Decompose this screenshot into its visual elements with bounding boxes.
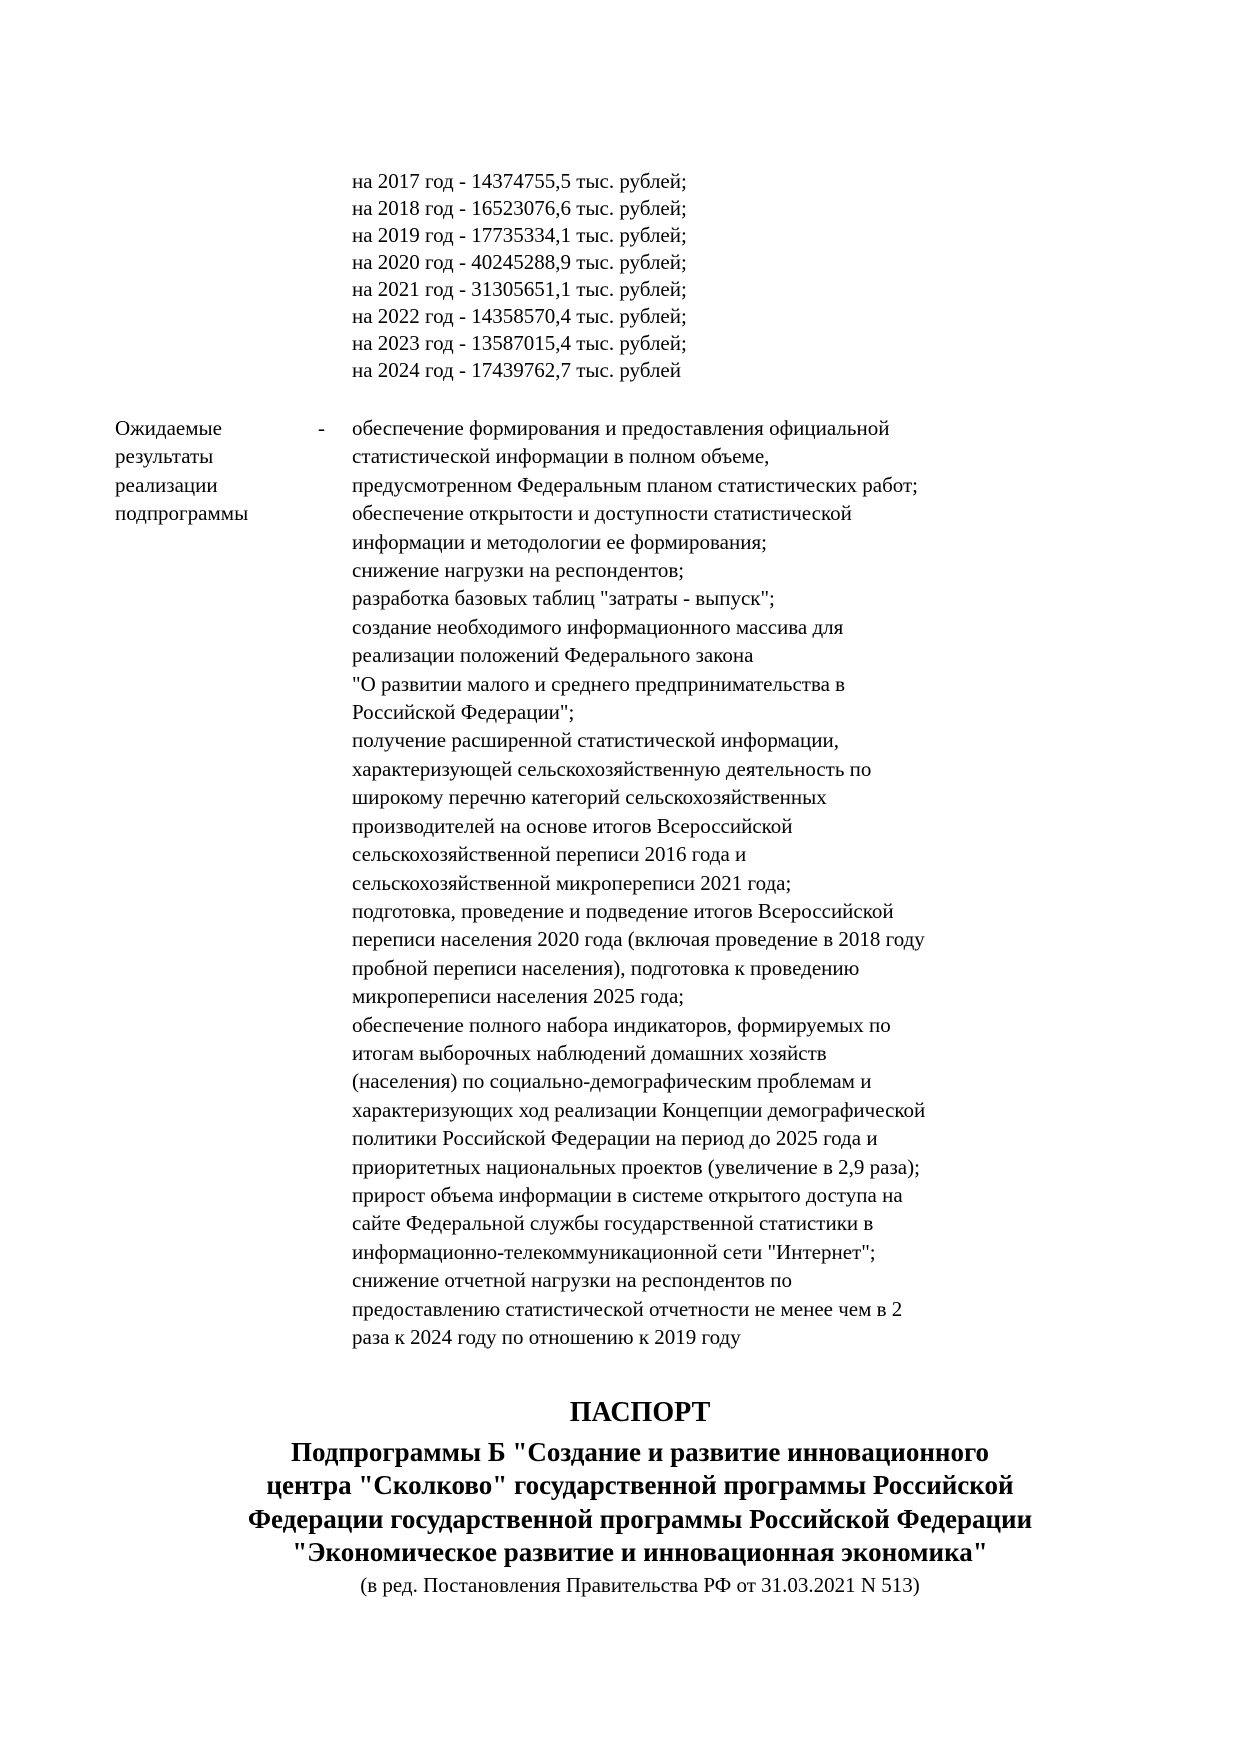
funding-line: на 2019 год - 17735334,1 тыс. рублей; xyxy=(352,223,687,247)
result-line: снижение нагрузки на респондентов; xyxy=(352,558,685,583)
result-line: предоставлению статистической отчетности не менее чем в 2 xyxy=(352,1296,903,1321)
result-line: Российской Федерации"; xyxy=(352,700,575,725)
result-line: обеспечение формирования и предоставления официальной xyxy=(352,416,890,440)
result-line: предусмотренном Федеральным планом статистических работ; xyxy=(352,472,919,497)
result-line: переписи населения 2020 года (включая проведение в 2018 году xyxy=(352,927,925,952)
result-line: широкому перечню категорий сельскохозяйственных xyxy=(352,785,827,810)
passport-title-line: центра "Сколково" государственной программы Российской xyxy=(266,1470,1014,1501)
passport-title-line: "Экономическое развитие и инновационная экономика" xyxy=(292,1537,988,1568)
result-line: реализации положений Федерального закона xyxy=(352,643,754,668)
result-line: обеспечение открытости и доступности статистической xyxy=(352,501,852,526)
funding-line: на 2017 год - 14374755,5 тыс. рублей; xyxy=(352,169,687,193)
result-line: сельскохозяйственной переписи 2016 года и xyxy=(352,842,747,867)
funding-amounts-block xyxy=(352,168,687,384)
result-line: приоритетных национальных проектов (увеличение в 2,9 раза); xyxy=(352,1154,920,1179)
expected-results-text xyxy=(352,414,1022,1351)
result-line: микропереписи населения 2025 года; xyxy=(352,984,685,1009)
passport-title xyxy=(115,1436,1165,1570)
row-label-line: реализации xyxy=(115,472,218,497)
result-line: (населения) по социально-демографическим проблемам и xyxy=(352,1069,872,1094)
row-separator-dash: - xyxy=(318,416,325,440)
result-line: обеспечение полного набора индикаторов, формируемых по xyxy=(352,1012,891,1037)
row-label-expected-results xyxy=(115,414,315,528)
result-line: разработка базовых таблиц "затраты - выпуск"; xyxy=(352,586,775,611)
row-label-line: результаты xyxy=(115,444,214,469)
result-line: раза к 2024 году по отношению к 2019 году xyxy=(352,1325,741,1349)
result-line: политики Российской Федерации на период до 2025 года и xyxy=(352,1126,878,1151)
passport-heading: ПАСПОРТ xyxy=(569,1397,711,1428)
result-line: "О развитии малого и среднего предпринимательства в xyxy=(352,671,846,696)
result-line: создание необходимого информационного массива для xyxy=(352,614,844,639)
funding-line: на 2018 год - 16523076,6 тыс. рублей; xyxy=(352,196,687,220)
result-line: производителей на основе итогов Всероссийской xyxy=(352,813,793,838)
result-line: сельскохозяйственной микропереписи 2021 года; xyxy=(352,870,792,895)
result-line: информации и методологии ее формирования; xyxy=(352,529,767,554)
result-line: сайте Федеральной службы государственной статистики в xyxy=(352,1211,874,1236)
result-line: прирост объема информации в системе открытого доступа на xyxy=(352,1182,903,1207)
row-label-line: подпрограммы xyxy=(115,501,249,526)
result-line: характеризующих ход реализации Концепции демографической xyxy=(352,1097,926,1122)
result-line: итогам выборочных наблюдений домашних хозяйств xyxy=(352,1040,827,1065)
funding-line: на 2020 год - 40245288,9 тыс. рублей; xyxy=(352,250,687,274)
funding-line: на 2021 год - 31305651,1 тыс. рублей; xyxy=(352,277,687,301)
result-line: статистической информации в полном объеме, xyxy=(352,444,770,469)
passport-title-line: Федерации государственной программы Российской Федерации xyxy=(247,1503,1033,1534)
funding-line: на 2023 год - 13587015,4 тыс. рублей; xyxy=(352,331,687,355)
passport-section xyxy=(115,1396,1165,1599)
passport-title-line: Подпрограммы Б "Создание и развитие инновационного xyxy=(290,1437,990,1467)
funding-line: на 2022 год - 14358570,4 тыс. рублей; xyxy=(352,304,687,328)
result-line: подготовка, проведение и подведение итогов Всероссийской xyxy=(352,898,894,923)
result-line: характеризующей сельскохозяйственную деятельность по xyxy=(352,756,872,781)
result-line: пробной переписи населения), подготовка к проведению xyxy=(352,955,860,980)
row-label-line: Ожидаемые xyxy=(115,416,222,440)
funding-line: на 2024 год - 17439762,7 тыс. рублей xyxy=(352,358,681,382)
edition-note: (в ред. Постановления Правительства РФ от 31.03.2021 N 513) xyxy=(360,1572,920,1597)
result-line: информационно-телекоммуникационной сети "Интернет"; xyxy=(352,1239,876,1264)
result-line: снижение отчетной нагрузки на респондентов по xyxy=(352,1268,792,1293)
result-line: получение расширенной статистической информации, xyxy=(352,728,839,753)
